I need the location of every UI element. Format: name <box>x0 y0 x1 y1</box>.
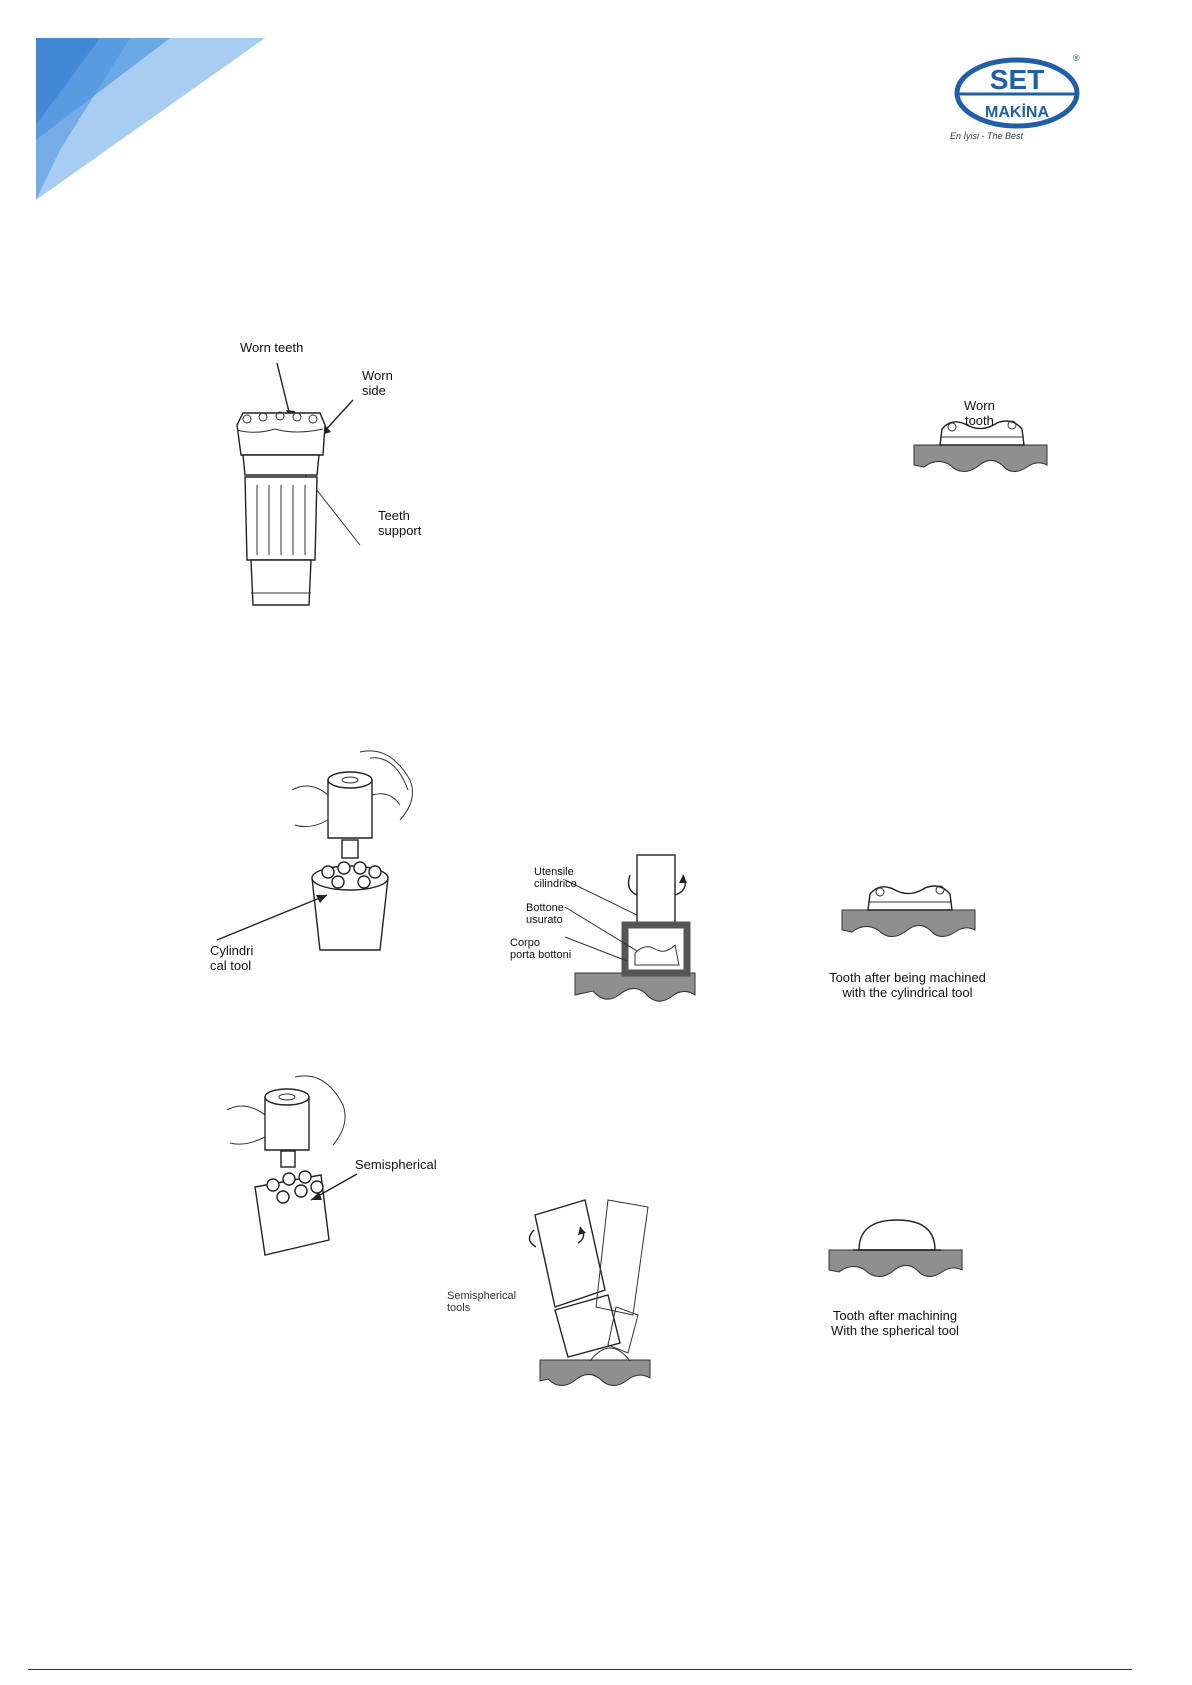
label-semispherical-tools: Semispherical tools <box>447 1290 517 1314</box>
label-semispherical: Semispherical <box>355 1157 437 1172</box>
footer-rule <box>28 1669 1132 1670</box>
registered-mark: ® <box>1073 53 1080 63</box>
cylindrical-tool-arrow <box>212 890 332 950</box>
semispherical-tool-section-drawing <box>530 1195 730 1405</box>
label-worn-side: Worn side <box>362 368 393 398</box>
label-corpo-porta-bottoni: Corpo porta bottoni <box>510 937 572 961</box>
label-bottone-usurato: Bottone usurato <box>526 902 564 926</box>
header-decoration <box>0 0 260 210</box>
worn-bit-drawing <box>225 355 455 655</box>
label-utensile-cilindrico: Utensile cilindrico <box>534 866 577 890</box>
caption-tooth-after-cylindrical: Tooth after being machined with the cylindrical tool <box>829 970 986 1000</box>
label-cylindrical-tool: Cylindri cal tool <box>210 943 254 973</box>
label-worn-tooth: Worn tooth <box>964 398 995 428</box>
logo-tagline: En İyisi - The Best <box>950 131 1024 141</box>
caption-tooth-after-spherical: Tooth after machining With the spherical tool <box>831 1308 959 1338</box>
tooth-after-cylindrical-drawing <box>840 880 980 955</box>
svg-text:SET: SET <box>989 64 1045 95</box>
company-logo <box>950 53 1085 145</box>
semispherical-tool-arrow <box>305 1170 365 1210</box>
label-teeth-support: Teeth support <box>378 508 422 538</box>
cylindrical-tool-section-drawing <box>575 855 775 1005</box>
tooth-after-spherical-drawing <box>827 1218 967 1298</box>
svg-text:MAKİNA: MAKİNA <box>985 104 1049 121</box>
label-worn-teeth: Worn teeth <box>240 340 304 355</box>
